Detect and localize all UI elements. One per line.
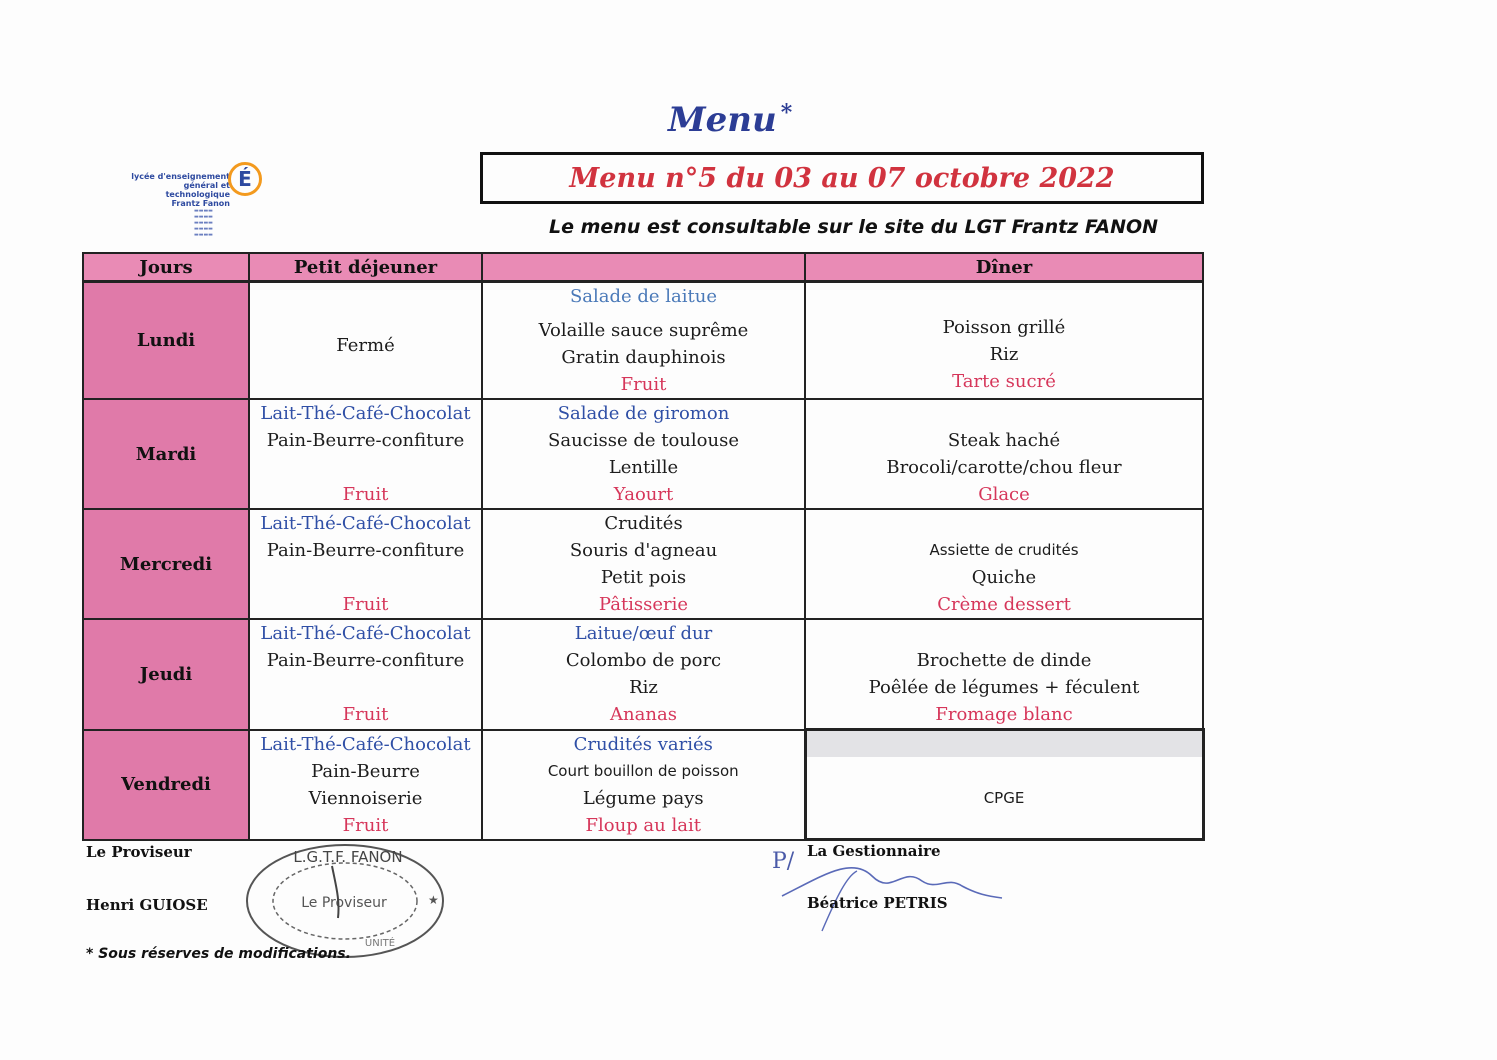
lunch-item: Floup au lait — [585, 814, 701, 836]
table-header-row — [83, 253, 1203, 282]
day-cell: Mercredi — [83, 509, 249, 619]
header-days: Jours — [83, 253, 249, 282]
lunch-item: Crudités — [604, 513, 683, 534]
logo-e-icon: É — [228, 162, 262, 196]
dinner-cell — [805, 730, 1203, 840]
site-note: Le menu est consultable sur le site du LGT Frantz FANON — [549, 216, 1159, 238]
breakfast-item: Pain-Beurre — [311, 760, 420, 782]
day-cell: Mardi — [83, 399, 249, 509]
lunch-cell — [482, 509, 805, 619]
dinner-item: Fromage blanc — [935, 704, 1073, 725]
breakfast-item: Lait-Thé-Café-Chocolat — [260, 513, 471, 534]
breakfast-item: Pain-Beurre-confiture — [266, 430, 465, 451]
day-cell: Lundi — [83, 282, 249, 400]
lunch-item: Volaille sauce suprême — [538, 320, 749, 341]
lunch-item: Souris d'agneau — [569, 540, 718, 561]
header-dinner: Dîner — [805, 253, 1203, 282]
menu-subtitle: Menu n°5 du 03 au 07 octobre 2022 — [569, 162, 1115, 194]
breakfast-cell — [249, 509, 482, 619]
stamp-bottom-text: UNITÉ — [364, 938, 396, 949]
menu-title — [668, 100, 792, 140]
table-row — [83, 282, 1203, 400]
menu-table — [82, 252, 1205, 841]
dinner-item: Glace — [978, 484, 1030, 505]
breakfast-cell — [249, 399, 482, 509]
breakfast-item: Viennoiserie — [308, 787, 423, 809]
breakfast-item: Lait-Thé-Café-Chocolat — [260, 403, 471, 424]
school-logo — [118, 160, 268, 244]
gestionnaire-title: La Gestionnaire — [807, 842, 941, 860]
lunch-item: Gratin dauphinois — [561, 347, 726, 368]
table-row — [83, 509, 1203, 619]
dinner-item: Assiette de crudités — [929, 541, 1079, 559]
lunch-item: Fruit — [620, 374, 667, 395]
dinner-item: Poisson grillé — [942, 317, 1066, 338]
dinner-item: Brocoli/carotte/chou fleur — [886, 457, 1122, 478]
day-cell: Vendredi — [83, 730, 249, 840]
dinner-item: Riz — [989, 344, 1019, 365]
lunch-item: Court bouillon de poisson — [547, 761, 739, 780]
dinner-item: CPGE — [983, 789, 1025, 807]
lunch-item: Riz — [629, 677, 658, 698]
lunch-cell — [482, 282, 805, 400]
breakfast-item: Fermé — [336, 335, 395, 356]
breakfast-cell — [249, 619, 482, 730]
logo-academy-lines: ▬▬▬▬ ▬▬▬▬ ▬▬▬▬ ▬▬▬▬ ▬▬▬▬ — [194, 208, 213, 238]
breakfast-item: Pain-Beurre-confiture — [266, 540, 465, 561]
lunch-item: Saucisse de toulouse — [548, 430, 739, 451]
table-row — [83, 730, 1203, 840]
lunch-item: Lentille — [608, 457, 679, 478]
lunch-item: Salade de giromon — [557, 403, 730, 424]
dinner-cell — [805, 619, 1203, 730]
logo-line-3: Frantz Fanon — [171, 199, 230, 208]
header-lunch — [482, 253, 805, 282]
dinner-cell — [805, 399, 1203, 509]
stamp-center-text: Le Proviseur — [301, 895, 387, 911]
breakfast-item: Fruit — [342, 594, 389, 615]
lunch-item: Légume pays — [582, 787, 704, 809]
lunch-cell — [482, 619, 805, 730]
dinner-item: Poêlée de légumes + féculent — [868, 677, 1140, 698]
disclaimer: * Sous réserves de modifications. — [86, 946, 351, 962]
proviseur-title: Le Proviseur — [86, 843, 192, 861]
logo-line-1: lycée d'enseignement — [131, 172, 230, 181]
dinner-shaded-band — [807, 731, 1202, 757]
lunch-item: Colombo de porc — [565, 650, 722, 671]
breakfast-item: Lait-Thé-Café-Chocolat — [260, 623, 471, 644]
breakfast-item: Fruit — [342, 484, 389, 505]
breakfast-item — [250, 674, 481, 701]
menu-title-text: Menu — [668, 100, 777, 140]
breakfast-item — [250, 564, 481, 591]
dinner-item: Tarte sucré — [952, 371, 1056, 392]
lunch-cell — [482, 399, 805, 509]
menu-subtitle-box — [480, 152, 1204, 204]
dinner-item: Quiche — [971, 567, 1037, 588]
breakfast-item: Fruit — [342, 814, 389, 836]
logo-text — [118, 172, 230, 208]
breakfast-item: Lait-Thé-Café-Chocolat — [260, 733, 471, 755]
dinner-item: Crème dessert — [937, 594, 1071, 615]
title-asterisk: * — [780, 100, 793, 126]
lunch-item: Pâtisserie — [598, 594, 689, 615]
stamp-top-text: L.G.T.F. FANON — [293, 848, 403, 866]
lunch-item: Petit pois — [600, 567, 687, 588]
lunch-cell — [482, 730, 805, 840]
breakfast-cell — [249, 282, 482, 400]
breakfast-item: Fruit — [342, 704, 389, 725]
table-row — [83, 399, 1203, 509]
lunch-item: Salade de laitue — [569, 286, 718, 307]
dinner-item: Brochette de dinde — [916, 650, 1092, 671]
breakfast-item: Pain-Beurre-confiture — [266, 650, 465, 671]
proviseur-name: Henri GUIOSE — [86, 896, 208, 914]
lunch-item: Ananas — [610, 704, 677, 725]
header-breakfast: Petit déjeuner — [249, 253, 482, 282]
signature-prefix: P/ — [772, 849, 795, 874]
lunch-item: Laitue/œuf dur — [574, 623, 713, 644]
gestionnaire-name: Béatrice PETRIS — [807, 894, 948, 912]
dinner-cell — [805, 282, 1203, 400]
dinner-cell — [805, 509, 1203, 619]
breakfast-cell — [249, 730, 482, 840]
dinner-item: Steak haché — [947, 430, 1061, 451]
lunch-item: Yaourt — [613, 484, 674, 505]
stamp-star-icon: ★ — [428, 893, 439, 907]
table-row — [83, 619, 1203, 730]
day-cell: Jeudi — [83, 619, 249, 730]
logo-line-2: général et technologique — [165, 181, 230, 199]
lunch-item: Crudités variés — [573, 733, 713, 755]
breakfast-item — [250, 454, 481, 481]
